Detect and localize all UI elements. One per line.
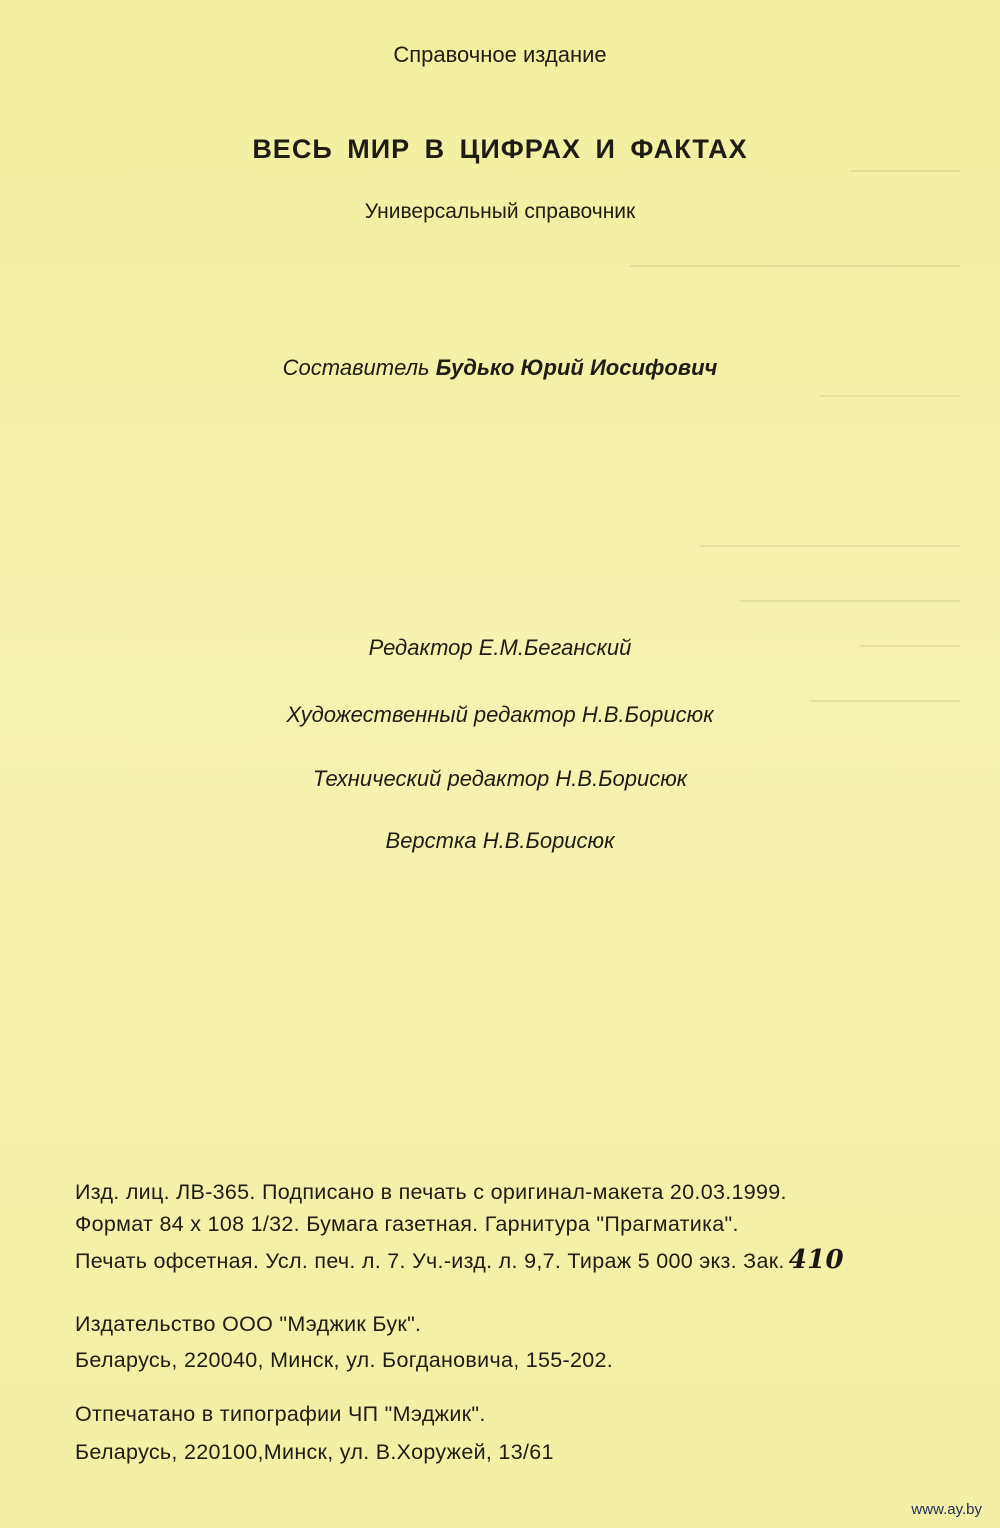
show-through-line [700, 545, 960, 547]
imprint-line: Изд. лиц. ЛВ-365. Подписано в печать с оригинал-макета 20.03.1999. [75, 1180, 787, 1204]
imprint-print-info: Печать офсетная. Усл. печ. л. 7. Уч.-изд. л. 9,7. Тираж 5 000 экз. Зак. [75, 1249, 785, 1273]
imprint-line [75, 1245, 844, 1275]
credit-layout: Верстка Н.В.Борисюк [385, 828, 615, 853]
handwritten-order-number: 410 [788, 1245, 844, 1275]
show-through-line [820, 395, 960, 397]
show-through-line [850, 170, 960, 172]
compiler-line [0, 355, 1000, 381]
compiler-label: Составитель [282, 355, 430, 380]
publisher-name: Издательство ООО "Мэджик Бук". [75, 1312, 422, 1336]
site-watermark: www.ay.by [911, 1501, 982, 1518]
credit-editor: Редактор Е.М.Беганский [368, 635, 632, 660]
credit-technical-editor: Технический редактор Н.В.Борисюк [312, 766, 688, 791]
show-through-line [740, 600, 960, 602]
publisher-address: Беларусь, 220040, Минск, ул. Богдановича, 155-202. [75, 1348, 614, 1372]
compiler-name: Будько Юрий Иосифович [435, 355, 718, 380]
printer-address: Беларусь, 220100,Минск, ул. В.Хоружей, 13/61 [75, 1440, 554, 1464]
credit-art-editor: Художественный редактор Н.В.Борисюк [286, 702, 714, 727]
show-through-line [630, 265, 960, 267]
edition-type: Справочное издание [393, 42, 607, 67]
printer-name: Отпечатано в типографии ЧП "Мэджик". [75, 1402, 486, 1426]
book-title: ВЕСЬ МИР В ЦИФРАХ И ФАКТАХ [252, 134, 748, 164]
imprint-line: Формат 84 x 108 1/32. Бумага газетная. Гарнитура "Прагматика". [75, 1212, 739, 1236]
book-subtitle: Универсальный справочник [364, 200, 636, 223]
